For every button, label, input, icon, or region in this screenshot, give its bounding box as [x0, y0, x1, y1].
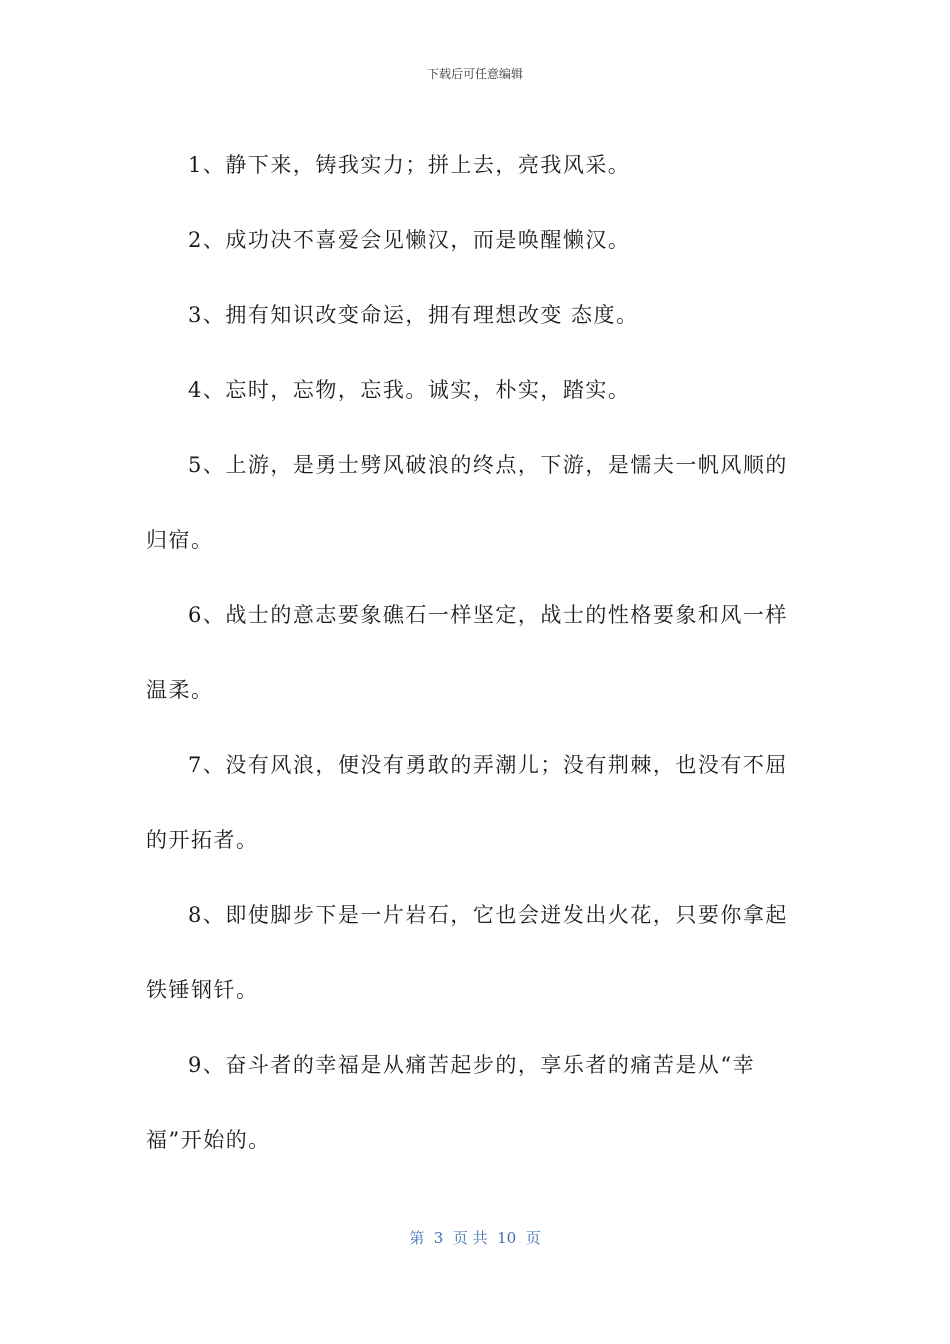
quote-paragraph-9: 9、奋斗者的幸福是从痛苦起步的，享乐者的痛苦是从“幸福”开始的。 — [146, 1053, 756, 1152]
page-footer: 第 3 页 共 10 页 — [409, 1229, 541, 1247]
page-header: 下载后可任意编辑 — [426, 67, 523, 81]
quote-paragraph-1: 1、静下来，铸我实力；拼上去，亮我风采。 — [188, 153, 631, 177]
quote-paragraph-4: 4、忘时，忘物，忘我。诚实，朴实，踏实。 — [188, 378, 631, 402]
quote-paragraph-3: 3、拥有知识改变命运，拥有理想改变 态度。 — [188, 303, 639, 327]
quote-paragraph-7: 7、没有风浪，便没有勇敢的弄潮儿；没有荆棘，也没有不屈的开拓者。 — [146, 753, 788, 852]
quote-paragraph-8: 8、即使脚步下是一片岩石，它也会迸发出火花，只要你拿起铁锤钢钎。 — [146, 903, 788, 1002]
quote-paragraph-5: 5、上游，是勇士劈风破浪的终点，下游，是懦夫一帆风顺的归宿。 — [146, 453, 788, 552]
quote-paragraph-2: 2、成功决不喜爱会见懒汉，而是唤醒懒汉。 — [188, 228, 631, 252]
quote-paragraph-6: 6、战士的意志要象礁石一样坚定，战士的性格要象和风一样温柔。 — [146, 603, 788, 702]
document-body — [146, 128, 806, 1178]
